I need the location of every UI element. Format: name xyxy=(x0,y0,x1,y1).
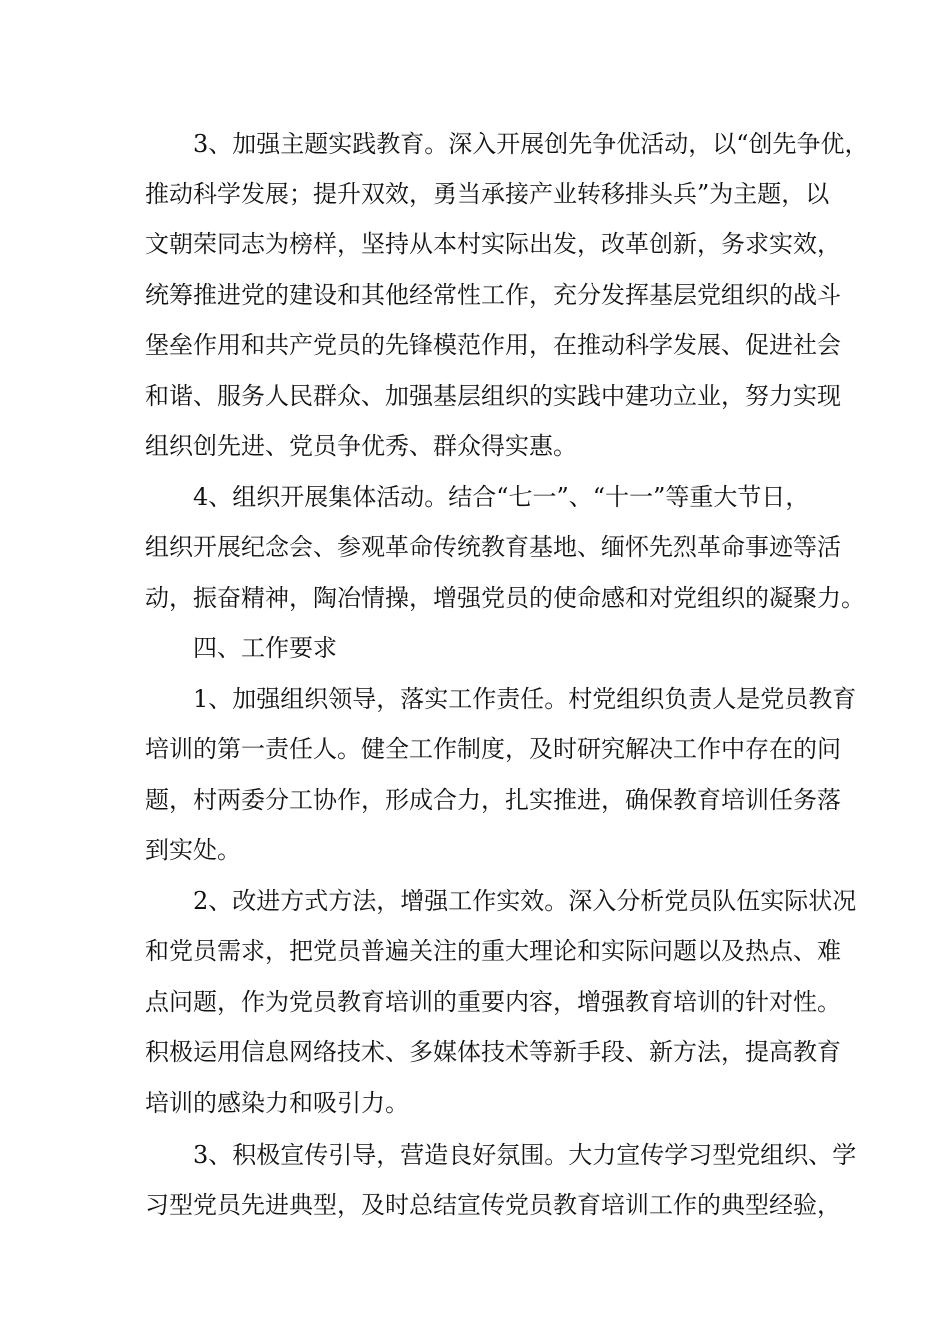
paragraph-3-line-3: 文朝荣同志为榜样，坚持从本村实际出发，改革创新，务求实效， xyxy=(145,230,841,258)
paragraph-3-line-5: 堡垒作用和共产党员的先锋模范作用，在推动科学发展、促进社会 xyxy=(145,331,841,359)
paragraph-4-line-3: 动，振奋精神，陶冶情操，增强党员的使命感和对党组织的凝聚力。 xyxy=(145,584,865,612)
requirement-2-line-5: 培训的感染力和吸引力。 xyxy=(145,1089,409,1117)
requirement-1-line-4: 到实处。 xyxy=(145,836,241,864)
paragraph-3-line-1: 3、加强主题实践教育。深入开展创先争优活动，以“创先争优， xyxy=(193,130,869,158)
requirement-1-line-3: 题，村两委分工协作，形成合力，扎实推进，确保教育培训任务落 xyxy=(145,786,841,814)
paragraph-3-line-2: 推动科学发展；提升双效，勇当承接产业转移排头兵”为主题，以 xyxy=(145,180,830,208)
requirement-3-line-2: 习型党员先进典型，及时总结宣传党员教育培训工作的典型经验， xyxy=(145,1191,841,1219)
requirement-2-line-2: 和党员需求，把党员普遍关注的重大理论和实际问题以及热点、难 xyxy=(145,937,841,965)
requirement-2-line-4: 积极运用信息网络技术、多媒体技术等新手段、新方法，提高教育 xyxy=(145,1038,841,1066)
requirement-2-line-3: 点问题，作为党员教育培训的重要内容，增强教育培训的针对性。 xyxy=(145,988,841,1016)
requirement-1-line-2: 培训的第一责任人。健全工作制度，及时研究解决工作中存在的问 xyxy=(145,735,841,763)
paragraph-4-line-1: 4、组织开展集体活动。结合“七一”、“十一”等重大节日， xyxy=(193,483,810,511)
requirement-1-line-1: 1、加强组织领导，落实工作责任。村党组织负责人是党员教育 xyxy=(193,685,857,713)
requirement-3-line-1: 3、积极宣传引导，营造良好氛围。大力宣传学习型党组织、学 xyxy=(193,1141,857,1169)
requirement-2-line-1: 2、改进方式方法，增强工作实效。深入分析党员队伍实际状况 xyxy=(193,887,857,915)
paragraph-3-line-7: 组织创先进、党员争优秀、群众得实惠。 xyxy=(145,432,577,460)
section-heading: 四、工作要求 xyxy=(193,634,337,662)
paragraph-4-line-2: 组织开展纪念会、参观革命传统教育基地、缅怀先烈革命事迹等活 xyxy=(145,533,841,561)
paragraph-3-line-6: 和谐、服务人民群众、加强基层组织的实践中建功立业，努力实现 xyxy=(145,382,841,410)
paragraph-3-line-4: 统筹推进党的建设和其他经常性工作，充分发挥基层党组织的战斗 xyxy=(145,281,841,309)
